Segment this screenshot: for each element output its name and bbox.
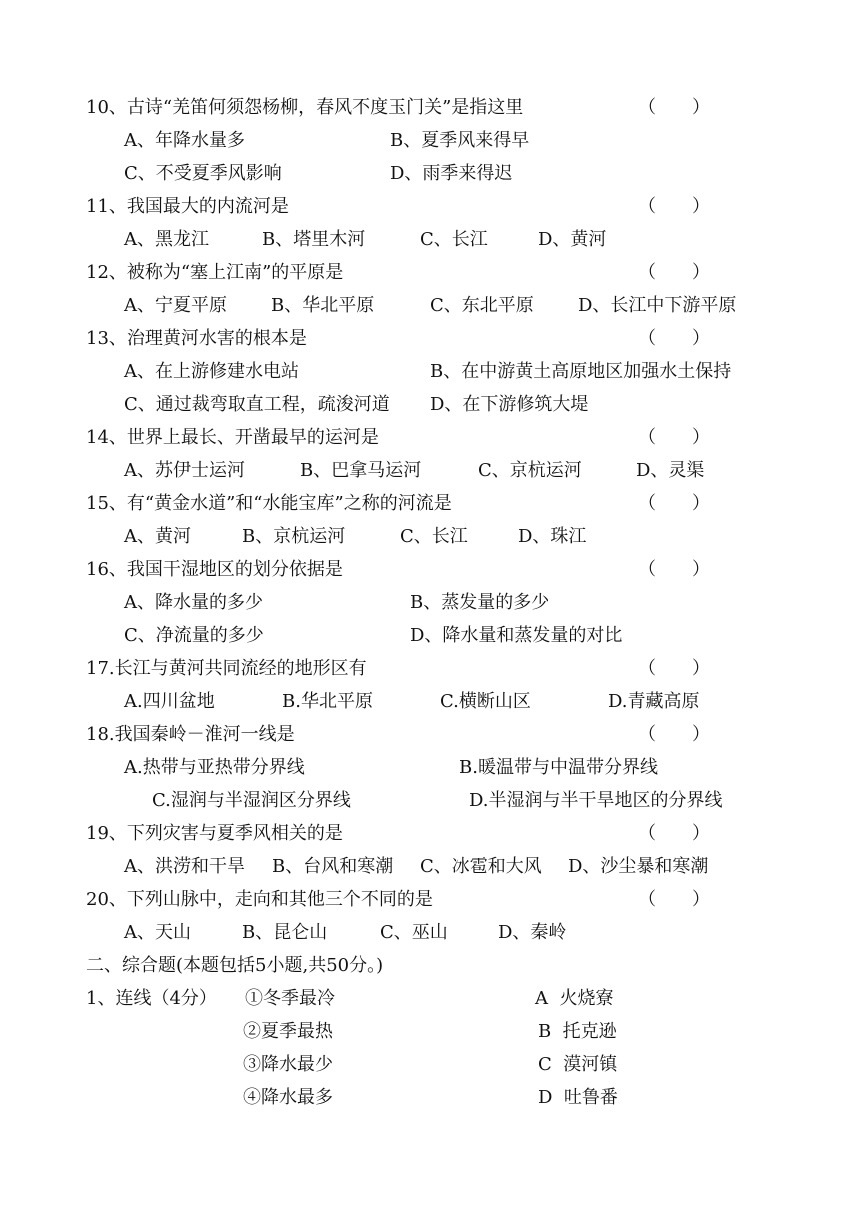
option-10-b: B、夏季风来得早 xyxy=(390,130,530,151)
option-18-d: D.半湿润与半干旱地区的分界线 xyxy=(469,790,723,811)
option-13-b: B、在中游黄土高原地区加强水土保持 xyxy=(430,361,732,382)
question-20-stem: 20、下列山脉中，走向和其他三个不同的是 xyxy=(86,889,433,910)
option-14-b: B、巴拿马运河 xyxy=(300,460,422,481)
option-14-c: C、京杭运河 xyxy=(478,460,582,481)
option-19-b: B、台风和寒潮 xyxy=(272,856,394,877)
matching-left-3: ③降水最少 xyxy=(243,1054,333,1075)
matching-right-b: B 托克逊 xyxy=(538,1021,617,1042)
matching-left-4: ④降水最多 xyxy=(243,1087,333,1108)
option-19-c: C、冰雹和大风 xyxy=(420,856,542,877)
section-2-heading: 二、综合题(本题包括5小题,共50分。) xyxy=(86,955,384,976)
option-15-d: D、珠江 xyxy=(518,526,587,547)
option-19-d: D、沙尘暴和寒潮 xyxy=(568,856,709,877)
option-11-a: A、黑龙江 xyxy=(124,229,209,250)
option-20-c: C、巫山 xyxy=(380,922,448,943)
question-13-stem: 13、治理黄河水害的根本是 xyxy=(86,328,307,349)
option-16-b: B、蒸发量的多少 xyxy=(410,592,550,613)
option-17-c: C.横断山区 xyxy=(440,691,531,712)
question-17-stem: 17.长江与黄河共同流经的地形区有 xyxy=(86,658,367,679)
answer-blank-16: （ ） xyxy=(638,559,710,580)
option-16-a: A、降水量的多少 xyxy=(124,592,263,613)
matching-question-label: 1、连线（4分） xyxy=(86,988,217,1009)
option-10-c: C、不受夏季风影响 xyxy=(124,163,282,184)
option-20-a: A、天山 xyxy=(124,922,191,943)
option-16-c: C、净流量的多少 xyxy=(124,625,264,646)
option-20-b: B、昆仑山 xyxy=(242,922,328,943)
option-13-d: D、在下游修筑大堤 xyxy=(430,394,589,415)
matching-left-1: ①冬季最冷 xyxy=(245,988,335,1009)
option-12-a: A、宁夏平原 xyxy=(124,295,227,316)
option-15-c: C、长江 xyxy=(400,526,468,547)
answer-blank-13: （ ） xyxy=(638,328,710,349)
matching-right-a: A 火烧寮 xyxy=(535,988,614,1009)
option-14-d: D、灵渠 xyxy=(636,460,705,481)
question-10-stem: 10、古诗“羌笛何须怨杨柳，春风不度玉门关”是指这里 xyxy=(86,97,524,118)
option-15-b: B、京杭运河 xyxy=(242,526,346,547)
question-16-stem: 16、我国干湿地区的划分依据是 xyxy=(86,559,343,580)
question-11-stem: 11、我国最大的内流河是 xyxy=(86,196,289,217)
option-14-a: A、苏伊士运河 xyxy=(124,460,245,481)
answer-blank-14: （ ） xyxy=(638,427,710,448)
matching-left-2: ②夏季最热 xyxy=(243,1021,333,1042)
option-17-a: A.四川盆地 xyxy=(124,691,215,712)
answer-blank-19: （ ） xyxy=(638,823,710,844)
question-18-stem: 18.我国秦岭－淮河一线是 xyxy=(86,724,295,745)
matching-right-d: D 吐鲁番 xyxy=(538,1087,618,1108)
matching-right-c: C 漠河镇 xyxy=(538,1054,618,1075)
option-11-b: B、塔里木河 xyxy=(262,229,366,250)
option-20-d: D、秦岭 xyxy=(498,922,567,943)
option-18-a: A.热带与亚热带分界线 xyxy=(124,757,305,778)
answer-blank-10: （ ） xyxy=(638,97,710,118)
option-18-b: B.暖温带与中温带分界线 xyxy=(459,757,658,778)
answer-blank-12: （ ） xyxy=(638,262,710,283)
answer-blank-18: （ ） xyxy=(638,724,710,745)
option-12-c: C、东北平原 xyxy=(430,295,534,316)
question-12-stem: 12、被称为“塞上江南”的平原是 xyxy=(86,262,344,283)
option-11-c: C、长江 xyxy=(420,229,488,250)
option-13-c: C、通过裁弯取直工程，疏浚河道 xyxy=(124,394,390,415)
question-14-stem: 14、世界上最长、开凿最早的运河是 xyxy=(86,427,379,448)
question-15-stem: 15、有“黄金水道”和“水能宝库”之称的河流是 xyxy=(86,493,452,514)
option-11-d: D、黄河 xyxy=(538,229,607,250)
question-19-stem: 19、下列灾害与夏季风相关的是 xyxy=(86,823,343,844)
option-12-d: D、长江中下游平原 xyxy=(578,295,737,316)
option-12-b: B、华北平原 xyxy=(271,295,375,316)
option-17-d: D.青藏高原 xyxy=(608,691,700,712)
answer-blank-11: （ ） xyxy=(638,196,710,217)
option-15-a: A、黄河 xyxy=(124,526,191,547)
option-18-c: C.湿润与半湿润区分界线 xyxy=(152,790,351,811)
answer-blank-15: （ ） xyxy=(638,493,710,514)
answer-blank-17: （ ） xyxy=(638,658,710,679)
option-10-d: D、雨季来得迟 xyxy=(390,163,513,184)
answer-blank-20: （ ） xyxy=(638,889,710,910)
option-17-b: B.华北平原 xyxy=(282,691,373,712)
option-16-d: D、降水量和蒸发量的对比 xyxy=(410,625,623,646)
option-19-a: A、洪涝和干旱 xyxy=(124,856,245,877)
option-10-a: A、年降水量多 xyxy=(124,130,245,151)
option-13-a: A、在上游修建水电站 xyxy=(124,361,299,382)
